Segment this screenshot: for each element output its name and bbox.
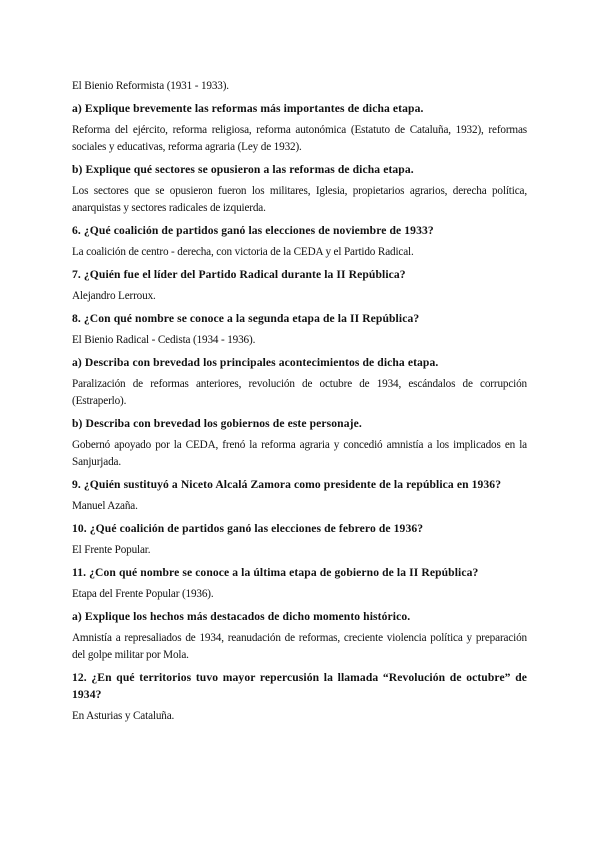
question-8b: b) Describa con brevedad los gobiernos de este personaje.: [72, 417, 362, 430]
answer-11: Etapa del Frente Popular (1936).: [72, 588, 214, 600]
answer-7: Alejandro Lerroux.: [72, 290, 156, 302]
answer-6: La coalición de centro - derecha, con victoria de la CEDA y el Partido Radical.: [72, 246, 414, 258]
question-10: 10. ¿Qué coalición de partidos ganó las elecciones de febrero de 1936?: [72, 522, 424, 535]
question-7: 7. ¿Quién fue el líder del Partido Radical durante la II República?: [72, 268, 406, 281]
question-8a: a) Describa con brevedad los principales acontecimientos de dicha etapa.: [72, 356, 439, 369]
answer-8: El Bienio Radical - Cedista (1934 - 1936).: [72, 334, 256, 346]
question-9: 9. ¿Quién sustituyó a Niceto Alcalá Zamora como presidente de la república en 1936?: [72, 478, 502, 491]
answer-11a: Amnistía a represaliados de 1934, reanudación de reformas, creciente violencia política y preparación del golpe militar por Mola.: [72, 632, 527, 661]
question-reformas-importantes: a) Explique brevemente las reformas más importantes de dicha etapa.: [72, 102, 424, 115]
answer-12: En Asturias y Cataluña.: [72, 710, 175, 722]
answer-bienio-reformista: El Bienio Reformista (1931 - 1933).: [72, 80, 229, 92]
answer-8a: Paralización de reformas anteriores, revolución de octubre de 1934, escándalos de corrupción (Estraperlo).: [72, 378, 527, 407]
answer-9: Manuel Azaña.: [72, 500, 138, 512]
answer-10: El Frente Popular.: [72, 544, 151, 556]
answer-8b: Gobernó apoyado por la CEDA, frenó la reforma agraria y concedió amnistía a los implicados en la Sanjurjada.: [72, 439, 527, 468]
question-sectores-opuestos: b) Explique qué sectores se opusieron a las reformas de dicha etapa.: [72, 163, 414, 176]
document-body: [72, 78, 527, 730]
answer-sectores-opuestos: Los sectores que se opusieron fueron los militares, Iglesia, propietarios agrarios, derecha política, anarquistas y sectores radicales de izquierda.: [72, 185, 527, 214]
question-8: 8. ¿Con qué nombre se conoce a la segunda etapa de la II República?: [72, 312, 420, 325]
question-11a: a) Explique los hechos más destacados de dicho momento histórico.: [72, 610, 411, 623]
answer-reformas-importantes: Reforma del ejército, reforma religiosa, reforma autonómica (Estatuto de Cataluña, 1932), reformas sociales y educativas, reforma agraria (Ley de 1932).: [72, 124, 527, 153]
question-12: 12. ¿En qué territorios tuvo mayor repercusión la llamada “Revolución de octubre” de 1934?: [72, 671, 527, 701]
question-6: 6. ¿Qué coalición de partidos ganó las elecciones de noviembre de 1933?: [72, 224, 434, 237]
question-11: 11. ¿Con qué nombre se conoce a la última etapa de gobierno de la II República?: [72, 566, 479, 579]
